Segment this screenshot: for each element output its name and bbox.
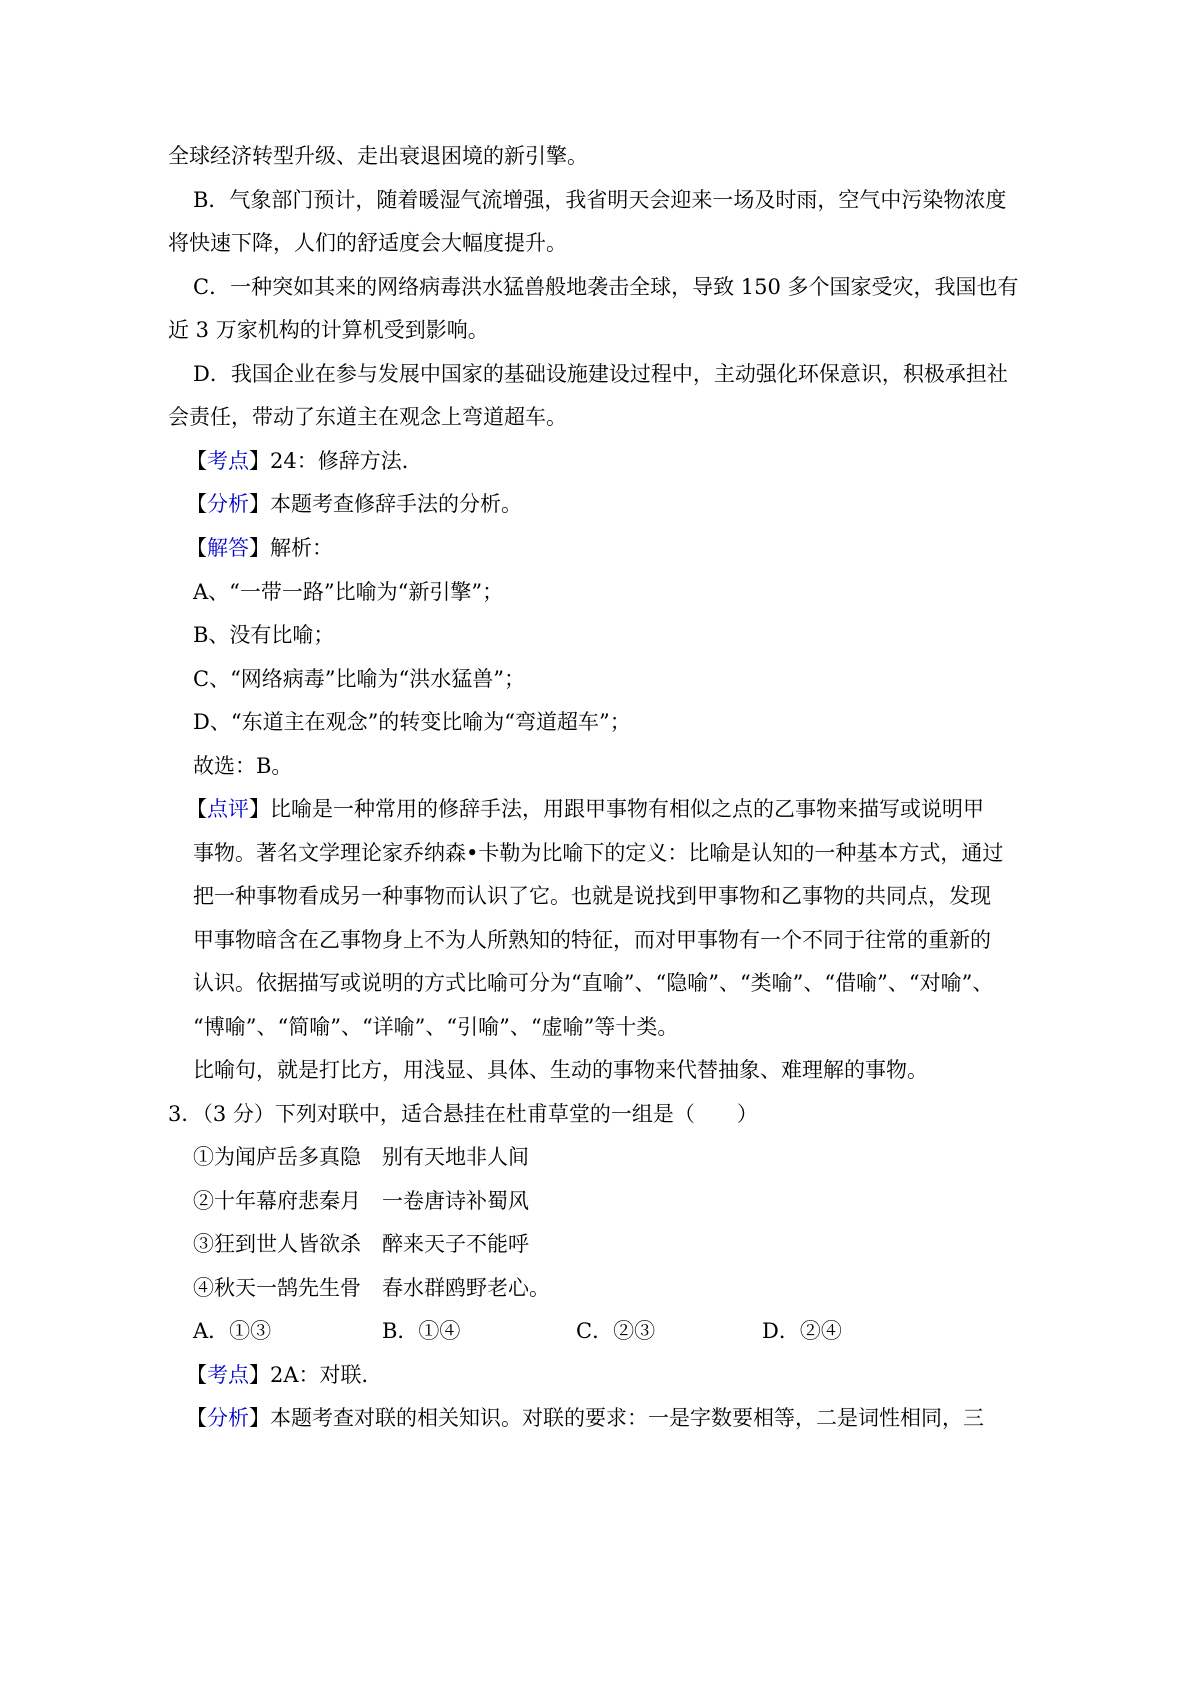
jieda-row: 【解答】解析： [186,536,333,560]
fenxi-text: 本题考查修辞手法的分析。 [270,492,522,516]
option-d-line2: 会责任，带动了东道主在观念上弯道超车。 [168,405,567,429]
dianping-row: 【点评】比喻是一种常用的修辞手法，用跟甲事物有相似之点的乙事物来描写或说明甲 [186,797,984,821]
option-d: D．②④ [762,1319,842,1343]
dianping-line: “博喻”、“简喻”、“详喻”、“引喻”、“虚喻”等十类。 [193,1015,679,1039]
q3-kaodian-row: 【考点】2A：对联． [186,1363,383,1387]
option-b-line2: 将快速下降，人们的舒适度会大幅度提升。 [168,231,567,255]
dianping-line1: 比喻是一种常用的修辞手法，用跟甲事物有相似之点的乙事物来描写或说明甲 [270,797,984,821]
answer-item-a: A、“一带一路”比喻为“新引擎”； [193,580,504,604]
jieda-text: 解析： [270,536,333,560]
kaodian-row: 【考点】24：修辞方法． [186,449,423,473]
option-c: C．②③ [576,1319,656,1343]
option-c-line2: 近 3 万家机构的计算机受到影响。 [168,318,489,342]
q3-kaodian-text: 2A：对联． [270,1363,383,1387]
fenxi-label: 分析 [207,492,249,516]
fenxi-row: 【分析】本题考查修辞手法的分析。 [186,492,522,516]
q3-fenxi-text: 本题考查对联的相关知识。对联的要求：一是字数要相等，二是词性相同，三 [270,1406,984,1430]
option-a: A．①③ [193,1319,272,1343]
option-b: B．①④ [382,1319,461,1343]
q3-fenxi-row: 【分析】本题考查对联的相关知识。对联的要求：一是字数要相等，二是词性相同，三 [186,1406,984,1430]
answer-item-b: B、没有比喻； [193,623,335,647]
dianping-line: 把一种事物看成另一种事物而认识了它。也就是说找到甲事物和乙事物的共同点，发现 [193,884,991,908]
question-3-stem: 3．（3 分）下列对联中，适合悬挂在杜甫草堂的一组是（ ） [168,1102,758,1126]
couplet-3: ③狂到世人皆欲杀 醉来天子不能呼 [193,1232,529,1256]
option-c-line1: C．一种突如其来的网络病毒洪水猛兽般地袭击全球，导致 150 多个国家受灾，我国也有 [193,275,1019,299]
jieda-label: 解答 [207,536,249,560]
answer-item-d: D、“东道主在观念”的转变比喻为“弯道超车”； [193,710,631,734]
dianping-closing: 比喻句，就是打比方，用浅显、具体、生动的事物来代替抽象、难理解的事物。 [193,1058,928,1082]
kaodian-label: 考点 [207,449,249,473]
q3-kaodian-label: 考点 [207,1363,249,1387]
q3-fenxi-label: 分析 [207,1406,249,1430]
answer-item-c: C、“网络病毒”比喻为“洪水猛兽”； [193,667,526,691]
dianping-label: 点评 [207,797,249,821]
dianping-line: 甲事物暗含在乙事物身上不为人所熟知的特征，而对甲事物有一个不同于往常的重新的 [193,928,991,952]
couplet-1: ①为闻庐岳多真隐 别有天地非人间 [193,1145,529,1169]
answer-choice: 故选：B。 [193,754,293,778]
option-d-line1: D．我国企业在参与发展中国家的基础设施建设过程中，主动强化环保意识，积极承担社 [193,362,1008,386]
dianping-line: 认识。依据描写或说明的方式比喻可分为“直喻”、“隐喻”、“类喻”、“借喻”、“对喻”、 [193,971,994,995]
option-b-line1: B．气象部门预计，随着暖湿气流增强，我省明天会迎来一场及时雨，空气中污染物浓度 [193,188,1007,212]
couplet-2: ②十年幕府悲秦月 一卷唐诗补蜀风 [193,1189,529,1213]
option-a-tail: 全球经济转型升级、走出衰退困境的新引擎。 [168,144,588,168]
kaodian-text: 24：修辞方法． [270,449,423,473]
dianping-line: 事物。著名文学理论家乔纳森•卡勒为比喻下的定义：比喻是认知的一种基本方式，通过 [193,841,1004,865]
couplet-4: ④秋天一鹄先生骨 春水群鸥野老心。 [193,1276,550,1300]
